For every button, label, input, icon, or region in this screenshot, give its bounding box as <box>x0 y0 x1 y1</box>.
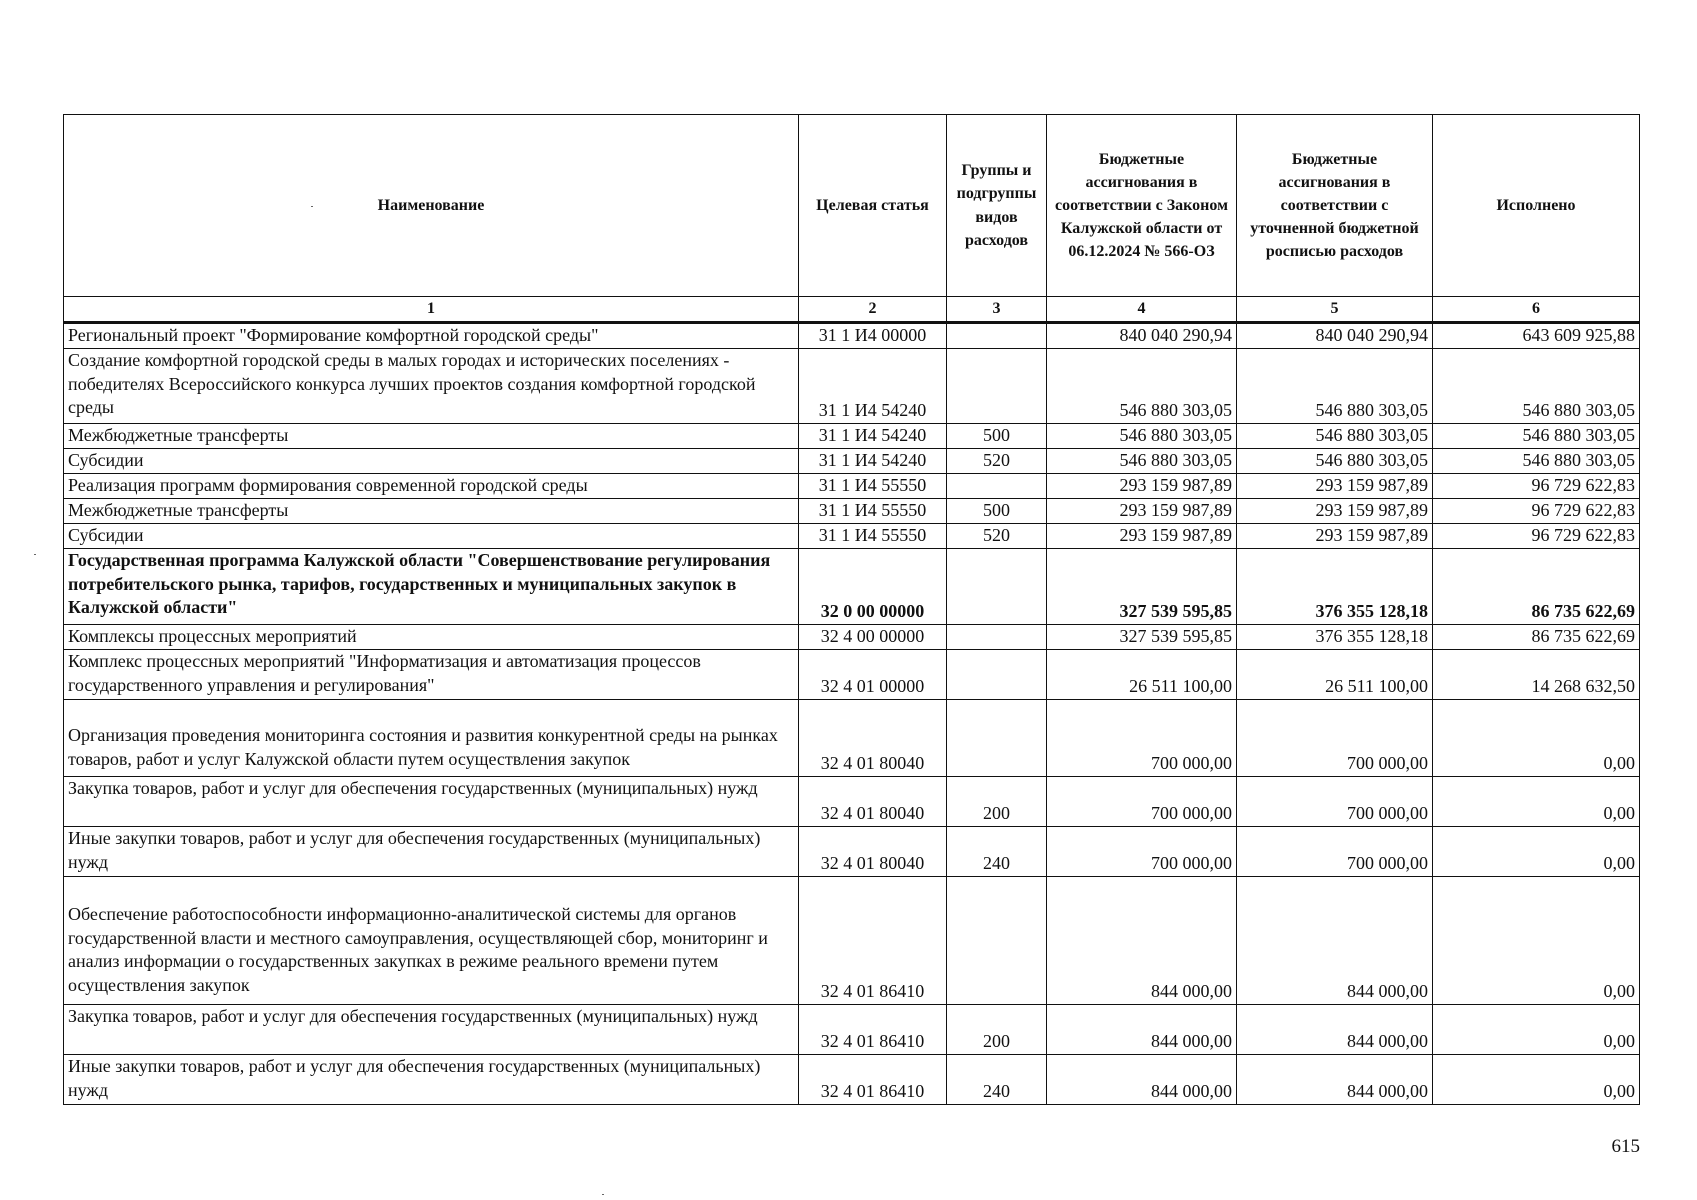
row-law-amount: 844 000,00 <box>1047 1004 1237 1054</box>
row-target-article: 32 4 01 86410 <box>799 876 947 1004</box>
row-expense-group: 200 <box>947 776 1047 826</box>
header-executed: Исполнено <box>1433 115 1640 297</box>
table-row <box>64 448 1640 473</box>
column-number: 2 <box>799 297 947 323</box>
row-name: Субсидии <box>64 448 799 473</box>
row-executed-amount: 0,00 <box>1433 1004 1640 1054</box>
row-expense-group <box>947 624 1047 649</box>
row-law-amount: 293 159 987,89 <box>1047 498 1237 523</box>
row-law-amount: 546 880 303,05 <box>1047 348 1237 423</box>
table-row <box>64 498 1640 523</box>
row-expense-group: 520 <box>947 523 1047 548</box>
column-number: 3 <box>947 297 1047 323</box>
row-name: Государственная программа Калужской области "Совершенствование регулирования потребительского рынка, тарифов, государственных и муниципальных закупок в Калужской области" <box>64 548 799 624</box>
row-executed-amount: 0,00 <box>1433 776 1640 826</box>
row-name: Региональный проект "Формирование комфортной городской среды" <box>64 323 799 349</box>
row-target-article: 32 4 01 86410 <box>799 1004 947 1054</box>
table-row <box>64 649 1640 699</box>
table-row <box>64 776 1640 826</box>
row-target-article: 32 4 00 00000 <box>799 624 947 649</box>
row-executed-amount: 96 729 622,83 <box>1433 473 1640 498</box>
row-target-article: 31 1 И4 54240 <box>799 348 947 423</box>
table-row <box>64 1004 1640 1054</box>
row-name: Организация проведения мониторинга состояния и развития конкурентной среды на рынках товаров, работ и услуг Калужской области путем осуществления закупок <box>64 699 799 776</box>
row-name: Межбюджетные трансферты <box>64 423 799 448</box>
row-executed-amount: 0,00 <box>1433 826 1640 876</box>
table-row <box>64 826 1640 876</box>
row-target-article: 32 4 01 80040 <box>799 826 947 876</box>
row-law-amount: 327 539 595,85 <box>1047 548 1237 624</box>
row-law-amount: 546 880 303,05 <box>1047 423 1237 448</box>
row-expense-group <box>947 876 1047 1004</box>
row-name: Создание комфортной городской среды в малых городах и исторических поселениях - победителях Всероссийского конкурса лучших проектов создания комфортной городской среды <box>64 348 799 423</box>
row-expense-group <box>947 323 1047 349</box>
row-law-amount: 700 000,00 <box>1047 699 1237 776</box>
row-law-amount: 700 000,00 <box>1047 776 1237 826</box>
row-expense-group: 240 <box>947 1054 1047 1104</box>
row-target-article: 32 0 00 00000 <box>799 548 947 624</box>
row-refined-amount: 546 880 303,05 <box>1237 348 1433 423</box>
row-name: Закупка товаров, работ и услуг для обеспечения государственных (муниципальных) нужд <box>64 776 799 826</box>
row-refined-amount: 293 159 987,89 <box>1237 523 1433 548</box>
row-law-amount: 700 000,00 <box>1047 826 1237 876</box>
row-expense-group: 520 <box>947 448 1047 473</box>
table-row <box>64 323 1640 349</box>
row-refined-amount: 293 159 987,89 <box>1237 498 1433 523</box>
header-expense-groups: Группы и подгруппы видов расходов <box>947 115 1047 297</box>
row-refined-amount: 376 355 128,18 <box>1237 624 1433 649</box>
row-target-article: 31 1 И4 54240 <box>799 423 947 448</box>
row-refined-amount: 293 159 987,89 <box>1237 473 1433 498</box>
row-executed-amount: 643 609 925,88 <box>1433 323 1640 349</box>
row-target-article: 32 4 01 80040 <box>799 776 947 826</box>
row-name: Субсидии <box>64 523 799 548</box>
row-name: Иные закупки товаров, работ и услуг для обеспечения государственных (муниципальных) нужд <box>64 826 799 876</box>
row-law-amount: 26 511 100,00 <box>1047 649 1237 699</box>
row-expense-group <box>947 699 1047 776</box>
row-law-amount: 327 539 595,85 <box>1047 624 1237 649</box>
row-executed-amount: 96 729 622,83 <box>1433 523 1640 548</box>
row-target-article: 31 1 И4 55550 <box>799 523 947 548</box>
row-name: Межбюджетные трансферты <box>64 498 799 523</box>
column-number: 4 <box>1047 297 1237 323</box>
row-expense-group <box>947 348 1047 423</box>
row-expense-group: 500 <box>947 423 1047 448</box>
row-refined-amount: 700 000,00 <box>1237 826 1433 876</box>
row-target-article: 31 1 И4 55550 <box>799 498 947 523</box>
column-number: 5 <box>1237 297 1433 323</box>
row-target-article: 32 4 01 80040 <box>799 699 947 776</box>
header-refined-allocations: Бюджетные ассигнования в соответствии с уточненной бюджетной росписью расходов <box>1237 115 1433 297</box>
row-target-article: 31 1 И4 00000 <box>799 323 947 349</box>
row-refined-amount: 700 000,00 <box>1237 699 1433 776</box>
row-target-article: 31 1 И4 54240 <box>799 448 947 473</box>
row-name: Обеспечение работоспособности информационно-аналитической системы для органов государственной власти и местного самоуправления, осуществляющей сбор, мониторинг и анализ информации о государственных закупках в режиме реального времени путем осуществления закупок <box>64 876 799 1004</box>
row-expense-group <box>947 548 1047 624</box>
row-executed-amount: 0,00 <box>1433 1054 1640 1104</box>
table-row <box>64 1054 1640 1104</box>
scan-speck <box>311 206 313 207</box>
row-target-article: 32 4 01 86410 <box>799 1054 947 1104</box>
row-refined-amount: 26 511 100,00 <box>1237 649 1433 699</box>
page-number: 615 <box>1611 1136 1640 1157</box>
row-name: Реализация программ формирования современной городской среды <box>64 473 799 498</box>
row-refined-amount: 844 000,00 <box>1237 876 1433 1004</box>
row-expense-group <box>947 649 1047 699</box>
row-refined-amount: 844 000,00 <box>1237 1054 1433 1104</box>
row-law-amount: 293 159 987,89 <box>1047 473 1237 498</box>
table-row <box>64 348 1640 423</box>
row-executed-amount: 546 880 303,05 <box>1433 348 1640 423</box>
row-law-amount: 293 159 987,89 <box>1047 523 1237 548</box>
table-row <box>64 423 1640 448</box>
row-refined-amount: 840 040 290,94 <box>1237 323 1433 349</box>
row-refined-amount: 546 880 303,05 <box>1237 423 1433 448</box>
row-executed-amount: 546 880 303,05 <box>1433 423 1640 448</box>
row-name: Закупка товаров, работ и услуг для обеспечения государственных (муниципальных) нужд <box>64 1004 799 1054</box>
row-executed-amount: 0,00 <box>1433 876 1640 1004</box>
row-expense-group: 500 <box>947 498 1047 523</box>
table-body <box>64 323 1640 1105</box>
row-law-amount: 844 000,00 <box>1047 1054 1237 1104</box>
row-refined-amount: 844 000,00 <box>1237 1004 1433 1054</box>
table-header <box>64 115 1640 323</box>
column-number: 1 <box>64 297 799 323</box>
row-name: Комплексы процессных мероприятий <box>64 624 799 649</box>
table-row <box>64 523 1640 548</box>
row-law-amount: 840 040 290,94 <box>1047 323 1237 349</box>
row-refined-amount: 546 880 303,05 <box>1237 448 1433 473</box>
row-executed-amount: 86 735 622,69 <box>1433 624 1640 649</box>
table-row <box>64 699 1640 776</box>
table-row <box>64 624 1640 649</box>
table-row <box>64 876 1640 1004</box>
row-expense-group: 240 <box>947 826 1047 876</box>
row-target-article: 31 1 И4 55550 <box>799 473 947 498</box>
row-executed-amount: 86 735 622,69 <box>1433 548 1640 624</box>
header-name: Наименование <box>64 115 799 297</box>
row-executed-amount: 96 729 622,83 <box>1433 498 1640 523</box>
table-row <box>64 473 1640 498</box>
row-name: Иные закупки товаров, работ и услуг для обеспечения государственных (муниципальных) нужд <box>64 1054 799 1104</box>
row-law-amount: 546 880 303,05 <box>1047 448 1237 473</box>
row-target-article: 32 4 01 00000 <box>799 649 947 699</box>
scan-speck <box>602 1194 604 1195</box>
table-row-program <box>64 548 1640 624</box>
row-name: Комплекс процессных мероприятий "Информатизация и автоматизация процессов государственного управления и регулирования" <box>64 649 799 699</box>
row-law-amount: 844 000,00 <box>1047 876 1237 1004</box>
budget-table <box>63 114 1640 1105</box>
row-refined-amount: 376 355 128,18 <box>1237 548 1433 624</box>
row-expense-group <box>947 473 1047 498</box>
row-expense-group: 200 <box>947 1004 1047 1054</box>
row-executed-amount: 14 268 632,50 <box>1433 649 1640 699</box>
header-target-article: Целевая статья <box>799 115 947 297</box>
column-number: 6 <box>1433 297 1640 323</box>
row-refined-amount: 700 000,00 <box>1237 776 1433 826</box>
header-law-allocations: Бюджетные ассигнования в соответствии с Законом Калужской области от 06.12.2024 № 566-ОЗ <box>1047 115 1237 297</box>
row-executed-amount: 546 880 303,05 <box>1433 448 1640 473</box>
scan-speck <box>34 554 36 555</box>
row-executed-amount: 0,00 <box>1433 699 1640 776</box>
